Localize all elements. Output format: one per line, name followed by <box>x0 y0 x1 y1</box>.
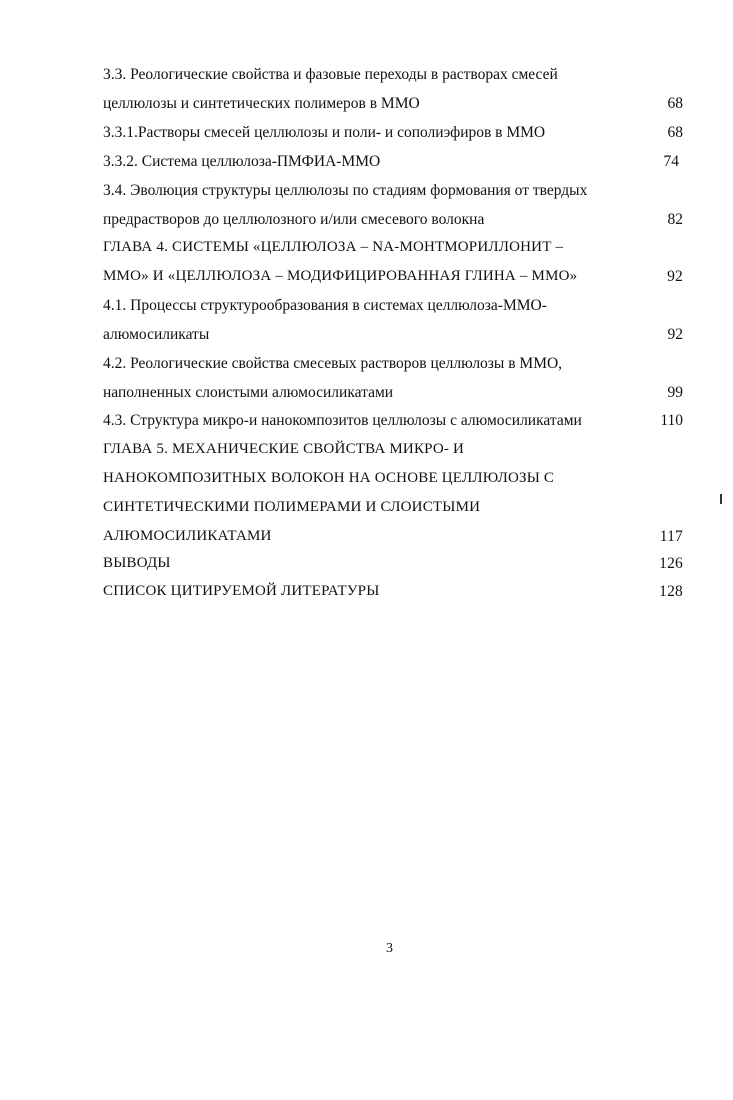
toc-entry-line-text: 3.3.2. Система целлюлоза-ПМФИА-ММО <box>103 153 381 170</box>
toc-entry-line-last <box>103 118 683 147</box>
toc-entry <box>103 406 683 435</box>
toc-entry-line-last <box>103 549 683 578</box>
toc-entry <box>103 118 683 147</box>
toc-entry-line-last <box>103 89 683 118</box>
toc-chapter-entry <box>103 577 683 606</box>
toc-entry-line-last <box>103 147 683 176</box>
toc-entry-line-text: 3.3.1.Растворы смесей целлюлозы и поли- и сополиэфиров в ММО <box>103 124 546 141</box>
toc-page-number: 128 <box>659 583 683 600</box>
toc-entry-line-last <box>103 577 683 606</box>
toc-page-number: 92 <box>667 268 683 285</box>
toc-page-number: 68 <box>667 124 683 141</box>
toc-page-number: 126 <box>659 555 683 572</box>
toc-entry-line-text: предрастворов до целлюлозного и/или смесевого волокна <box>103 211 485 228</box>
toc-entry-line-last <box>103 262 683 291</box>
toc-chapter-entry <box>103 549 683 578</box>
toc-entry-line: НАНОКОМПОЗИТНЫХ ВОЛОКОН НА ОСНОВЕ ЦЕЛЛЮЛОЗЫ С <box>103 470 555 486</box>
toc-chapter-entry <box>103 435 683 551</box>
toc-entry-line-text: ММО» И «ЦЕЛЛЮЛОЗА – МОДИФИЦИРОВАННАЯ ГЛИНА – ММО» <box>103 268 578 284</box>
toc-entry-line-text: СПИСОК ЦИТИРУЕМОЙ ЛИТЕРАТУРЫ <box>103 583 380 599</box>
toc-entry-line-text: ВЫВОДЫ <box>103 555 171 571</box>
toc-page-number: 110 <box>660 412 683 429</box>
toc-entry-line-text: 4.3. Структура микро-и нанокомпозитов целлюлозы с алюмосиликатами <box>103 412 582 429</box>
page-number: 3 <box>386 941 393 956</box>
toc-entry-line-text: наполненных слоистыми алюмосиликатами <box>103 384 394 401</box>
toc-entry-line: ГЛАВА 5. МЕХАНИЧЕСКИЕ СВОЙСТВА МИКРО- И <box>103 441 465 457</box>
toc-page-number: 92 <box>667 326 683 343</box>
toc-entry-line: СИНТЕТИЧЕСКИМИ ПОЛИМЕРАМИ И СЛОИСТЫМИ <box>103 499 481 515</box>
toc-entry-line: ГЛАВА 4. СИСТЕМЫ «ЦЕЛЛЮЛОЗА – NA-МОНТМОРИЛЛОНИТ – <box>103 239 564 255</box>
toc-entry-line-last <box>103 406 683 435</box>
toc-page-number: 117 <box>659 528 683 545</box>
toc-page-number: 68 <box>667 95 683 112</box>
toc-entry <box>103 60 683 118</box>
toc-entry-line-last <box>103 378 683 407</box>
scan-margin-mark <box>720 494 722 504</box>
toc-entry-line: 3.3. Реологические свойства и фазовые переходы в растворах смесей <box>103 66 558 83</box>
toc-entry-line-text: АЛЮМОСИЛИКАТАМИ <box>103 528 272 544</box>
toc-entry-line-text: целлюлозы и синтетических полимеров в ММО <box>103 95 420 112</box>
toc-chapter-entry <box>103 233 683 291</box>
toc-entry <box>103 147 683 176</box>
toc-entry <box>103 349 683 407</box>
toc-entry-line: 3.4. Эволюция структуры целлюлозы по стадиям формования от твердых <box>103 182 588 199</box>
toc-entry-line-last <box>103 320 683 349</box>
toc-page-number: 99 <box>667 384 683 401</box>
toc-entry <box>103 291 683 349</box>
toc-entry-line-last <box>103 205 683 234</box>
toc-entry <box>103 176 683 234</box>
toc-entry-line-last <box>103 522 683 551</box>
toc-page-number: 74 <box>663 153 679 170</box>
toc-entry-line: 4.1. Процессы структурообразования в системах целлюлоза-ММО- <box>103 297 547 314</box>
toc-entry-line-text: алюмосиликаты <box>103 326 210 343</box>
toc-page-number: 82 <box>667 211 683 228</box>
toc-entry-line: 4.2. Реологические свойства смесевых растворов целлюлозы в ММО, <box>103 355 563 372</box>
